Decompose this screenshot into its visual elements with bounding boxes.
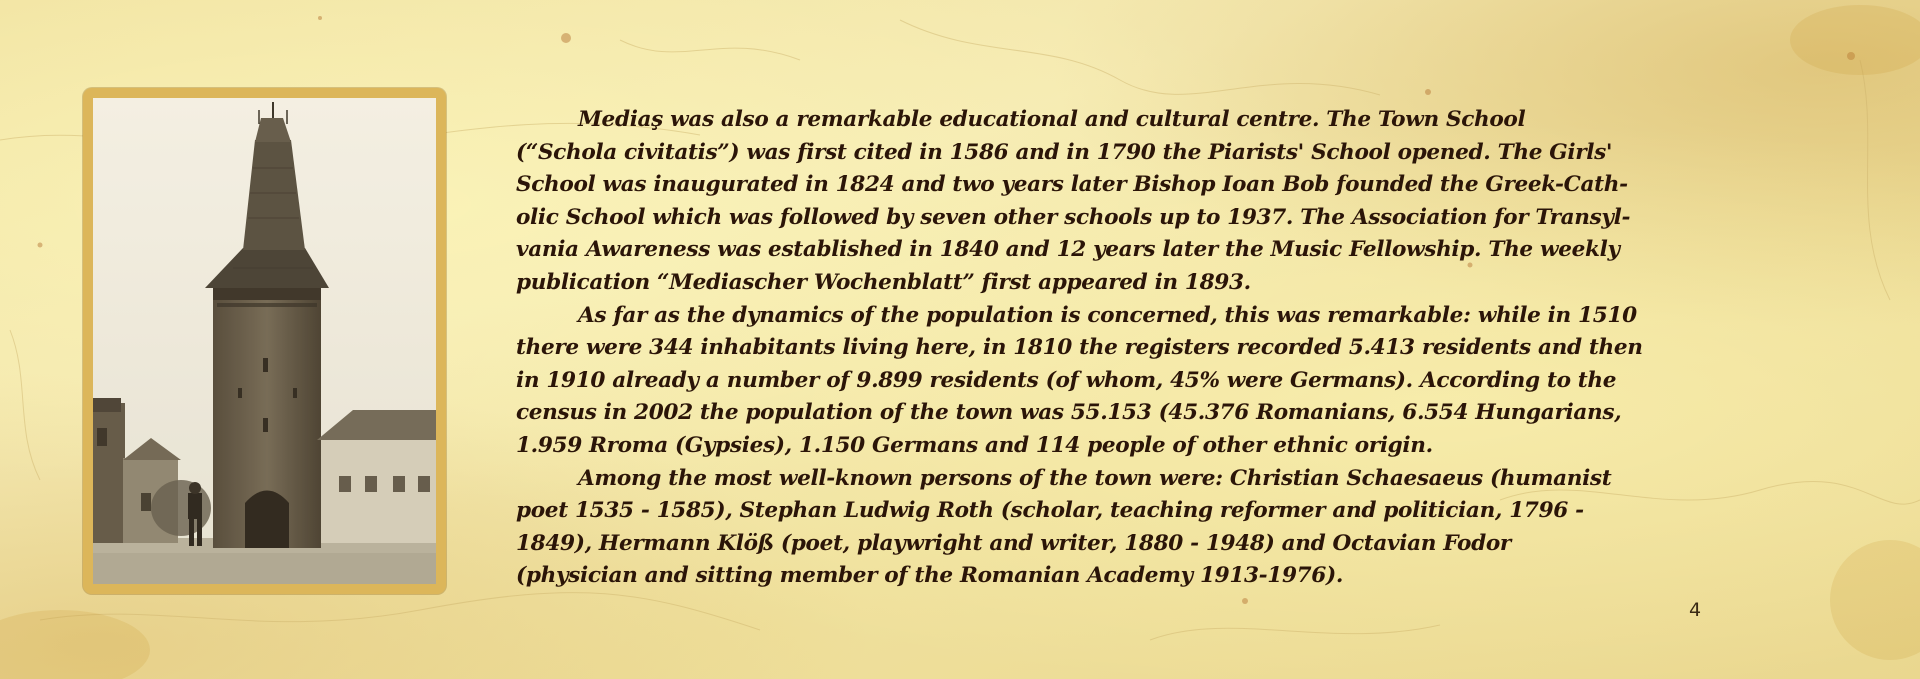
page-number: 4 xyxy=(1689,599,1702,621)
article-body xyxy=(516,104,1696,593)
tower-gate-photo xyxy=(93,98,436,584)
paragraph-notable-persons: Among the most well-known persons of the town were: Christian Schaesaeus (humanist poet 1535 - 1585), Stephan Ludwig Roth (scholar, teaching reformer and politician, 1796 - 1849), Hermann Klöß (poet, playwright and writer, 1880 - 1948) and Octavian Fodor (physician and sitting member of the Romanian Academy 1913-1976). xyxy=(516,465,1612,589)
paragraph-education: Mediaş was also a remarkable educational and cultural centre. The Town School (“Schola civitatis”) was first cited in 1586 and in 1790 the Piarists' School opened. The Girls' School was inaugurated in 1824 and two years later Bishop Ioan Bob founded the Greek-Cath- olic School which was followed by seven other schools up to 1937. The Association for Transyl- vania Awareness was established in 1840 and 12 years later the Music Fellowship. The weekly publication “Mediascher Wochenblatt” first appeared in 1893. xyxy=(516,107,1631,295)
historic-photo-frame xyxy=(83,88,446,594)
paragraph-population: As far as the dynamics of the population is concerned, this was remarkable: while in 1510 there were 344 inhabitants living here, in 1810 the registers recorded 5.413 residents and then in 1910 already a number of 9.899 residents (of whom, 45% were Germans). According to the census in 2002 the population of the town was 55.153 (45.376 Romanians, 6.554 Hungarians, 1.959 Rroma (Gypsies), 1.150 Germans and 114 people of other ethnic origin. xyxy=(516,302,1643,458)
